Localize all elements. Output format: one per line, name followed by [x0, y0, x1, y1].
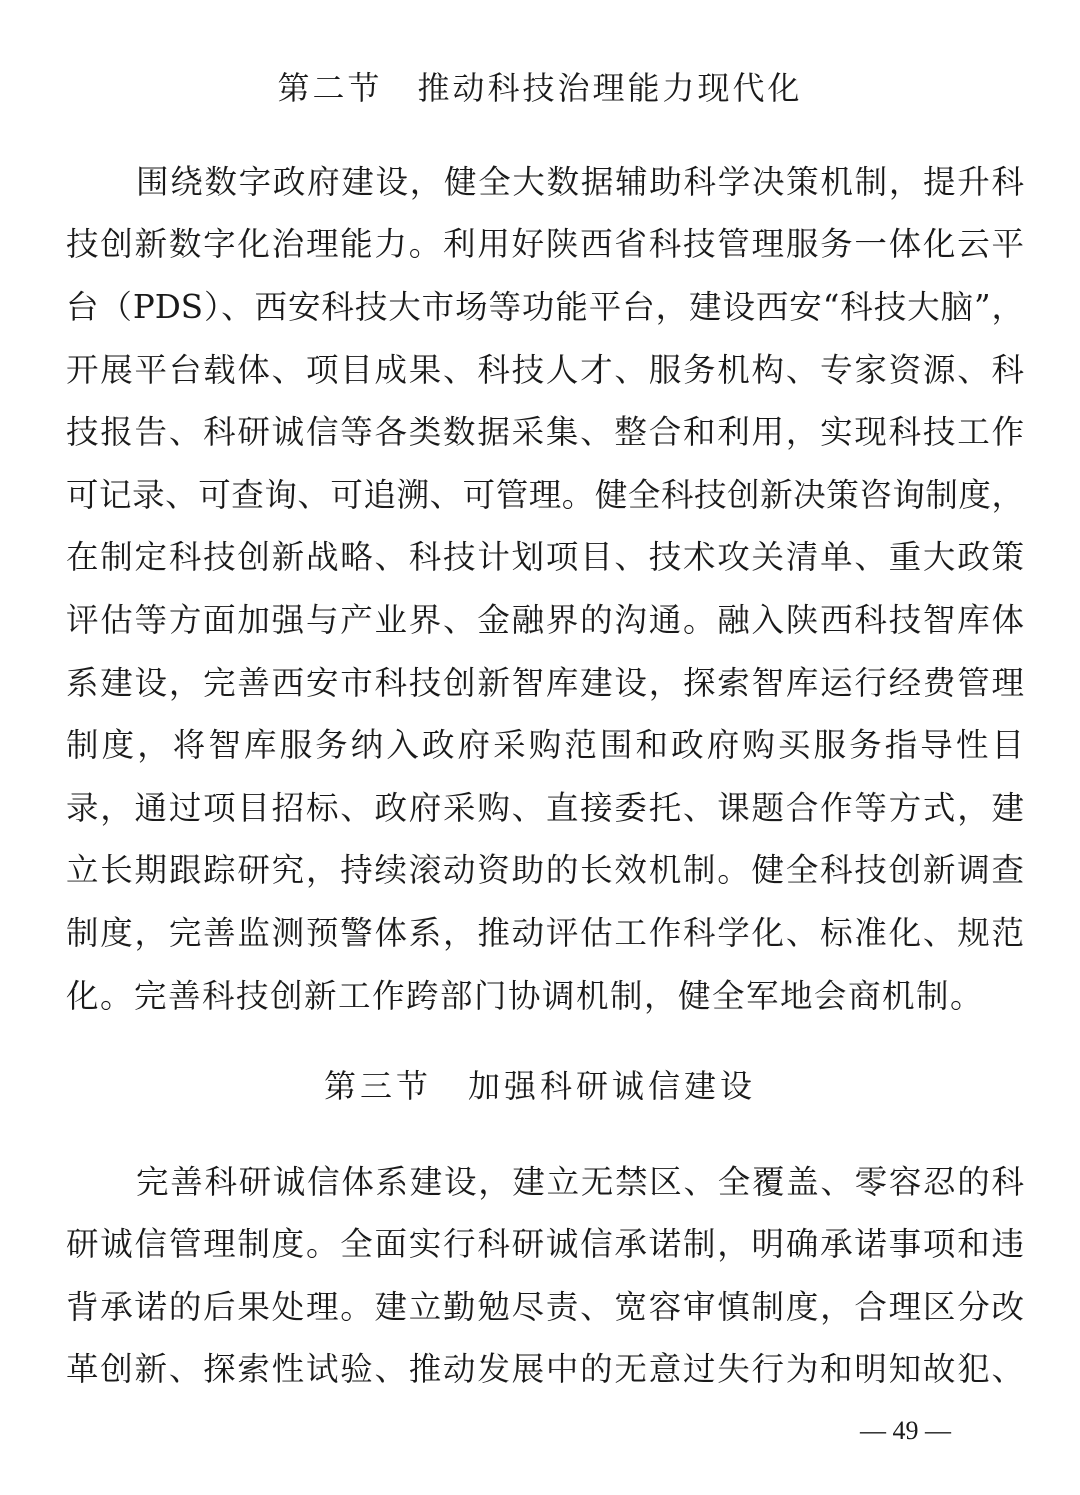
- paragraph-line: 研诚信管理制度。全面实行科研诚信承诺制，明确承诺事项和违: [66, 1225, 1024, 1263]
- paragraph-line: 化。完善科技创新工作跨部门协调机制，健全军地会商机制。: [66, 977, 985, 1015]
- paragraph-line: 技创新数字化治理能力。利用好陕西省科技管理服务一体化云平: [66, 225, 1024, 263]
- paragraph-line: 围绕数字政府建设，健全大数据辅助科学决策机制，提升科: [136, 163, 1024, 201]
- paragraph-line: 开展平台载体、项目成果、科技人才、服务机构、专家资源、科: [66, 351, 1024, 389]
- paragraph-line: 完善科研诚信体系建设，建立无禁区、全覆盖、零容忍的科: [136, 1163, 1024, 1201]
- paragraph-line: 可记录、可查询、可追溯、可管理。健全科技创新决策咨询制度，: [66, 476, 1024, 514]
- section-heading-2: 第二节 推动科技治理能力现代化: [277, 69, 803, 107]
- paragraph-line: 制度，将智库服务纳入政府采购范围和政府购买服务指导性目: [66, 726, 1024, 764]
- paragraph-line: 技报告、科研诚信等各类数据采集、整合和利用，实现科技工作: [66, 413, 1024, 451]
- paragraph-line: 制度，完善监测预警体系，推动评估工作科学化、标准化、规范: [66, 914, 1024, 952]
- paragraph-line: 革创新、探索性试验、推动发展中的无意过失行为和明知故犯、: [66, 1350, 1024, 1388]
- page-number: — 49 —: [860, 1416, 951, 1445]
- paragraph-line: 系建设，完善西安市科技创新智库建设，探索智库运行经费管理: [66, 664, 1024, 702]
- paragraph-line: 在制定科技创新战略、科技计划项目、技术攻关清单、重大政策: [66, 538, 1024, 576]
- paragraph-line: 台（PDS）、西安科技大市场等功能平台，建设西安“科技大脑”，: [66, 288, 1024, 326]
- section-heading-3: 第三节 加强科研诚信建设: [323, 1067, 756, 1105]
- paragraph-line: 立长期跟踪研究，持续滚动资助的长效机制。健全科技创新调查: [66, 851, 1024, 889]
- paragraph-line: 背承诺的后果处理。建立勤勉尽责、宽容审慎制度，合理区分改: [66, 1288, 1024, 1326]
- paragraph-line: 录，通过项目招标、政府采购、直接委托、课题合作等方式，建: [66, 789, 1024, 827]
- paragraph-line: 评估等方面加强与产业界、金融界的沟通。融入陕西科技智库体: [66, 601, 1024, 639]
